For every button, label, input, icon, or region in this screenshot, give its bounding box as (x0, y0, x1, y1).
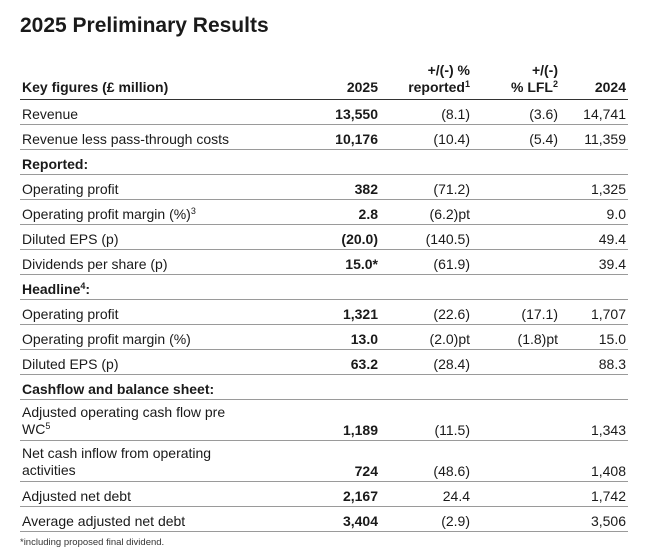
table-row (20, 350, 628, 375)
value-lfl: (17.1) (472, 300, 560, 325)
header-2024: 2024 (560, 50, 628, 100)
value-lfl: (5.4) (472, 125, 560, 150)
row-label: Operating profit (20, 175, 288, 200)
header-key-figures: Key figures (£ million) (20, 50, 288, 100)
row-label: Diluted EPS (p) (20, 350, 288, 375)
value-reported: (140.5) (380, 225, 472, 250)
value-reported: (48.6) (380, 441, 472, 482)
value-2025: 2,167 (288, 482, 380, 507)
value-2024: 11,359 (560, 125, 628, 150)
value-2025: 3,404 (288, 507, 380, 532)
value-2024: 1,408 (560, 441, 628, 482)
value-2024: 1,742 (560, 482, 628, 507)
row-label: Revenue less pass-through costs (20, 125, 288, 150)
value-2024: 1,707 (560, 300, 628, 325)
value-2024: 9.0 (560, 200, 628, 225)
value-lfl (472, 175, 560, 200)
value-lfl (472, 507, 560, 532)
value-reported: (71.2) (380, 175, 472, 200)
row-label: Revenue (20, 100, 288, 125)
header-lfl-change: +/(-) % LFL$^2$ (472, 50, 560, 100)
section-label: Cashflow and balance sheet: (20, 375, 288, 400)
value-lfl (472, 250, 560, 275)
value-reported: (22.6) (380, 300, 472, 325)
table-row (20, 250, 628, 275)
value-2024: 1,325 (560, 175, 628, 200)
value-2025: 1,189 (288, 400, 380, 441)
value-reported: (2.0)pt (380, 325, 472, 350)
value-reported: (2.9) (380, 507, 472, 532)
key-figures-table (20, 50, 628, 532)
value-lfl (472, 441, 560, 482)
table-row (20, 225, 628, 250)
table-row (20, 325, 628, 350)
value-2025: (20.0) (288, 225, 380, 250)
table-header-row (20, 50, 628, 100)
value-lfl (472, 200, 560, 225)
value-2025: 724 (288, 441, 380, 482)
row-label: Dividends per share (p) (20, 250, 288, 275)
table-row (20, 175, 628, 200)
table-row (20, 125, 628, 150)
value-reported: (8.1) (380, 100, 472, 125)
row-label: Operating profit (20, 300, 288, 325)
value-2024: 1,343 (560, 400, 628, 441)
row-label: Average adjusted net debt (20, 507, 288, 532)
value-2024: 39.4 (560, 250, 628, 275)
value-2024: 3,506 (560, 507, 628, 532)
table-row (20, 507, 628, 532)
value-reported: 24.4 (380, 482, 472, 507)
row-label: Adjusted net debt (20, 482, 288, 507)
value-2025: 15.0* (288, 250, 380, 275)
footnote: *including proposed final dividend. (20, 537, 165, 548)
value-lfl (472, 400, 560, 441)
table-row (20, 300, 628, 325)
value-2024: 15.0 (560, 325, 628, 350)
value-lfl (472, 225, 560, 250)
value-2024: 14,741 (560, 100, 628, 125)
section-header-reported (20, 150, 628, 175)
value-lfl: (1.8)pt (472, 325, 560, 350)
table-row (20, 400, 628, 441)
value-2025: 1,321 (288, 300, 380, 325)
value-2025: 13,550 (288, 100, 380, 125)
value-lfl (472, 482, 560, 507)
section-header-headline (20, 275, 628, 300)
value-2025: 10,176 (288, 125, 380, 150)
table-row (20, 200, 628, 225)
value-lfl (472, 350, 560, 375)
page-title: 2025 Preliminary Results (20, 14, 269, 37)
table-row (20, 100, 628, 125)
value-2025: 2.8 (288, 200, 380, 225)
value-reported: (11.5) (380, 400, 472, 441)
value-reported: (28.4) (380, 350, 472, 375)
table-row (20, 482, 628, 507)
value-lfl: (3.6) (472, 100, 560, 125)
section-header-cashflow (20, 375, 628, 400)
section-label: Headline$^4$: (20, 275, 288, 300)
header-2025: 2025 (288, 50, 380, 100)
value-2024: 88.3 (560, 350, 628, 375)
row-label: Adjusted operating cash flow pre $WC^5$ (20, 400, 288, 441)
value-reported: (10.4) (380, 125, 472, 150)
row-label: Net cash inflow from operating activities (20, 441, 288, 482)
row-label: Operating profit margin (%)$^3$ (20, 200, 288, 225)
value-2025: 382 (288, 175, 380, 200)
row-label: Diluted EPS (p) (20, 225, 288, 250)
value-reported: (6.2)pt (380, 200, 472, 225)
header-reported-change: +/(-) % reported$^1$ (380, 50, 472, 100)
row-label: Operating profit margin (%) (20, 325, 288, 350)
section-label: Reported: (20, 150, 288, 175)
value-2024: 49.4 (560, 225, 628, 250)
value-2025: 13.0 (288, 325, 380, 350)
table-row (20, 441, 628, 482)
value-2025: 63.2 (288, 350, 380, 375)
value-reported: (61.9) (380, 250, 472, 275)
